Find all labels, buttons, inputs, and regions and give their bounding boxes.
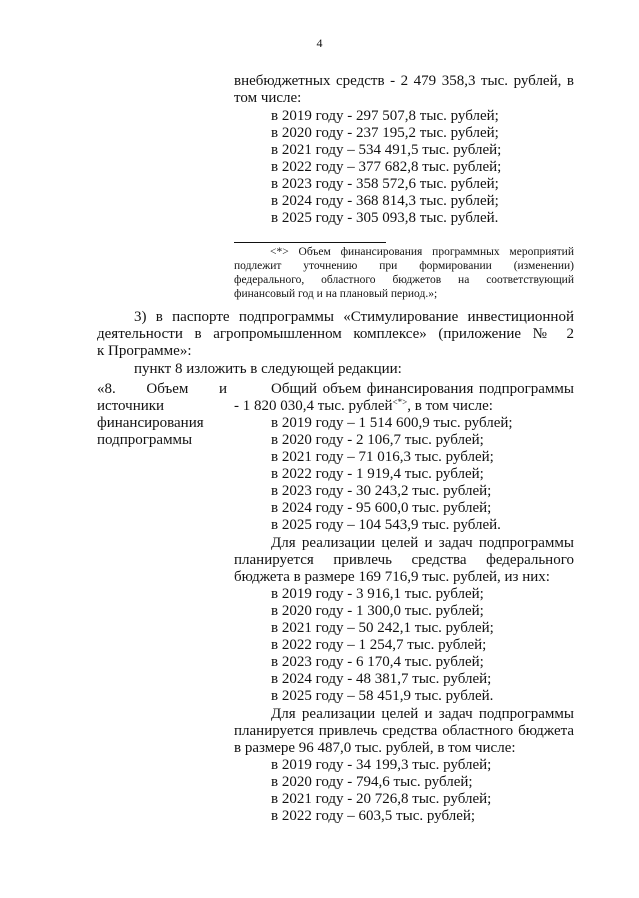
year-line: в 2020 году - 794,6 тыс. рублей; (271, 774, 473, 790)
page-number: 4 (316, 36, 323, 50)
year-line: в 2021 году – 534 491,5 тыс. рублей; (271, 142, 502, 158)
regional-line-1: Для реализации целей и задач подпрограммы (271, 706, 574, 722)
total-suffix: , в том числе: (407, 398, 493, 414)
year-line: в 2025 году - 305 093,8 тыс. рублей. (271, 210, 499, 226)
footnote-line-1: <*> Объем финансирования программных мероприятий (270, 246, 574, 258)
table-left-line-4: подпрограммы (97, 432, 193, 448)
year-line: в 2025 году – 104 543,9 тыс. рублей. (271, 517, 501, 533)
footnote-line-4: финансовый год и на плановый период.»; (234, 288, 438, 300)
year-line: в 2022 году – 1 254,7 тыс. рублей; (271, 637, 487, 653)
year-line: в 2020 году - 237 195,2 тыс. рублей; (271, 125, 499, 141)
section3-line-1: 3) в паспорте подпрограммы «Стимулирование инвестиционной (134, 309, 574, 325)
section3-line-2: деятельности в агропромышленном комплексе» (приложение № 2 (97, 326, 574, 342)
regional-line-2: планируется привлечь средства областного бюджета (234, 723, 574, 739)
table-left-line-2: источники (97, 398, 165, 414)
year-line: в 2023 году - 30 243,2 тыс. рублей; (271, 483, 492, 499)
federal-line-1: Для реализации целей и задач подпрограммы (271, 535, 574, 551)
year-line: в 2024 году - 48 381,7 тыс. рублей; (271, 671, 492, 687)
year-line: в 2024 году - 368 814,3 тыс. рублей; (271, 193, 499, 209)
year-line: в 2019 году - 297 507,8 тыс. рублей; (271, 108, 499, 124)
footnote-line-2: подлежит уточнению при формировании (изменении) (234, 260, 574, 272)
federal-line-2: планируется привлечь средства федерального (234, 552, 574, 568)
year-line: в 2022 году – 603,5 тыс. рублей; (271, 808, 476, 824)
federal-line-3: бюджета в размере 169 716,9 тыс. рублей, из них: (234, 569, 550, 585)
year-line: в 2020 году - 2 106,7 тыс. рублей; (271, 432, 484, 448)
footnote-ref: <*> (392, 397, 408, 407)
year-line: в 2019 году - 34 199,3 тыс. рублей; (271, 757, 492, 773)
total-line-2 (234, 398, 493, 415)
year-line: в 2020 году - 1 300,0 тыс. рублей; (271, 603, 484, 619)
year-line: в 2019 году – 1 514 600,9 тыс. рублей; (271, 415, 513, 431)
section3-line-3: к Программе»: (97, 343, 192, 359)
year-line: в 2025 году – 58 451,9 тыс. рублей. (271, 688, 494, 704)
total-line-1: Общий объем финансирования подпрограммы (271, 381, 574, 397)
intro-line-1: внебюджетных средств - 2 479 358,3 тыс. рублей, в (234, 73, 574, 89)
total-amount: - 1 820 030,4 тыс. рублей (234, 398, 393, 414)
table-left-line-1: «8. Объем и (97, 381, 227, 397)
year-line: в 2021 году – 50 242,1 тыс. рублей; (271, 620, 494, 636)
year-line: в 2023 году - 6 170,4 тыс. рублей; (271, 654, 484, 670)
year-line: в 2022 году - 1 919,4 тыс. рублей; (271, 466, 484, 482)
section3-instruction: пункт 8 изложить в следующей редакции: (134, 361, 402, 377)
year-line: в 2023 году - 358 572,6 тыс. рублей; (271, 176, 499, 192)
year-line: в 2022 году – 377 682,8 тыс. рублей; (271, 159, 502, 175)
year-line: в 2021 году - 20 726,8 тыс. рублей; (271, 791, 492, 807)
year-line: в 2019 году - 3 916,1 тыс. рублей; (271, 586, 484, 602)
year-line: в 2024 году - 95 600,0 тыс. рублей; (271, 500, 492, 516)
table-left-line-3: финансирования (97, 415, 204, 431)
footnote-rule (234, 242, 386, 243)
footnote-line-3: федерального, областного бюджетов на соответствующий (234, 274, 574, 286)
intro-line-2: том числе: (234, 90, 302, 106)
year-line: в 2021 году – 71 016,3 тыс. рублей; (271, 449, 494, 465)
regional-line-3: в размере 96 487,0 тыс. рублей, в том числе: (234, 740, 516, 756)
